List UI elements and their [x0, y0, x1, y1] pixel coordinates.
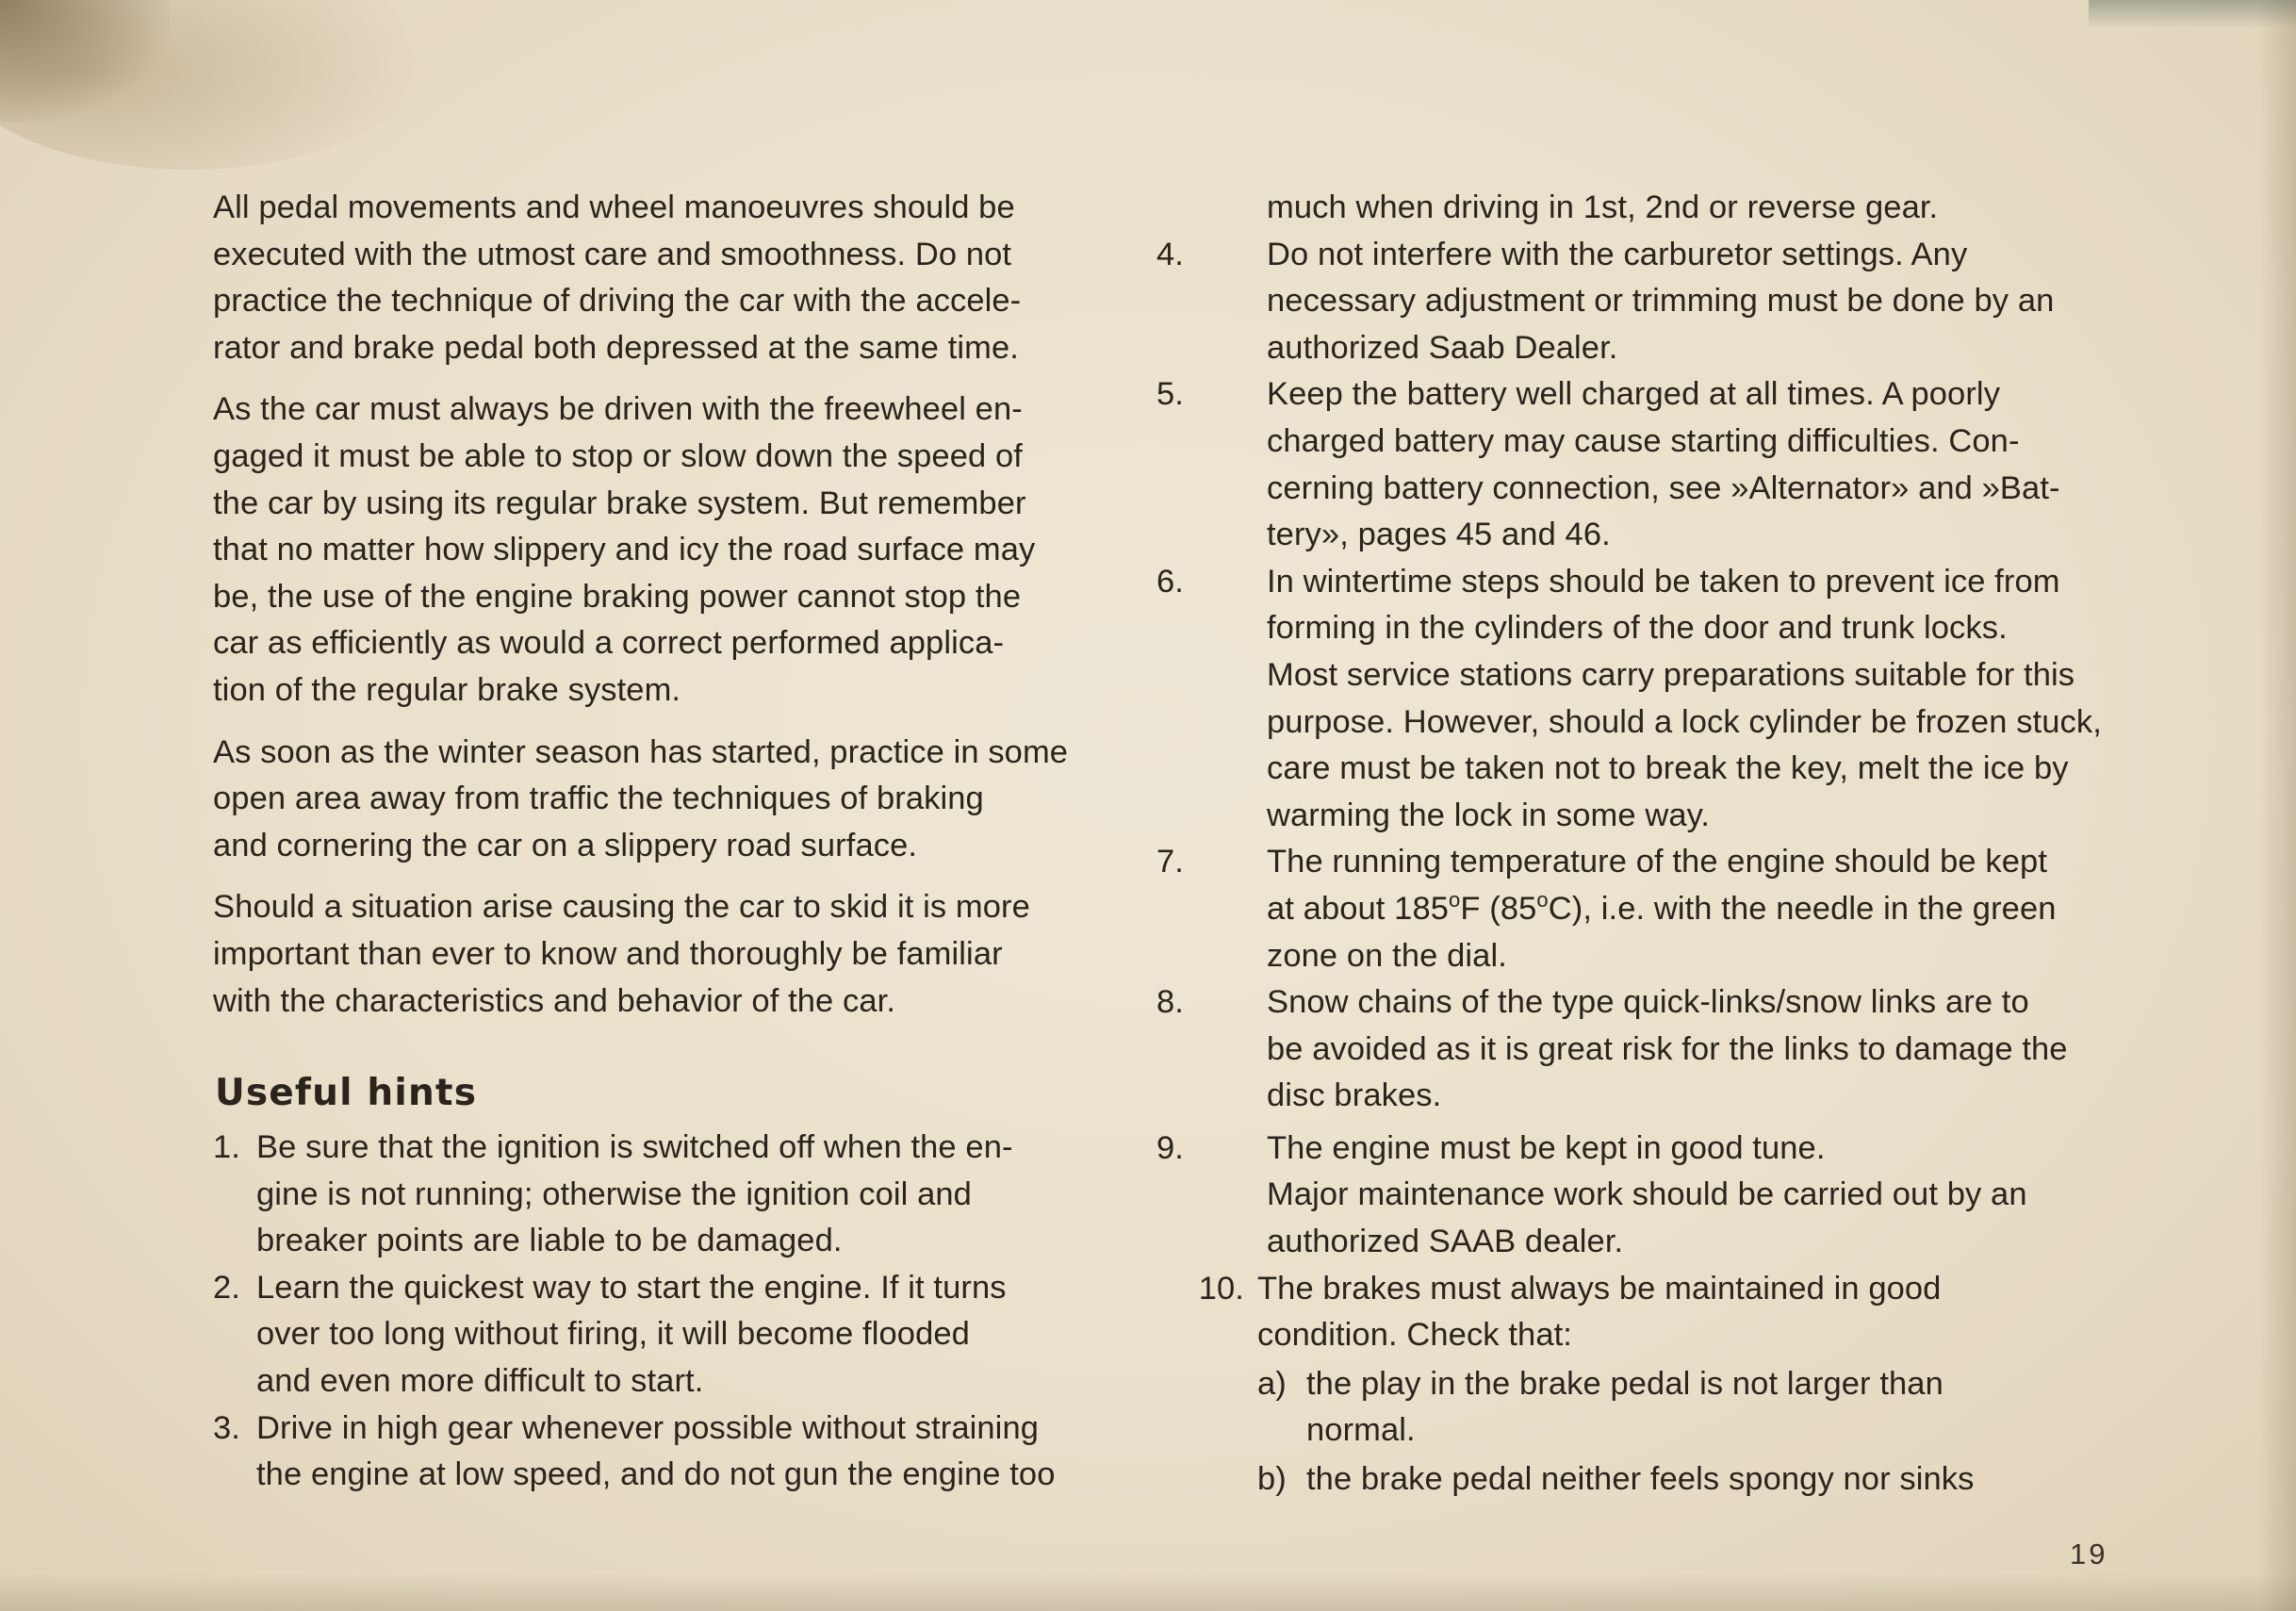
- text-line: Drive in high gear whenever possible without straining: [256, 1409, 1040, 1446]
- text-line: In wintertime steps should be taken to prevent ice from: [1267, 563, 2060, 600]
- hint-item-8: [1156, 979, 2194, 1120]
- text-line: rator and brake pedal both depressed at the same time.: [213, 329, 1019, 366]
- text-line: tion of the regular brake system.: [213, 671, 681, 708]
- text-line: gine is not running; otherwise the ignition coil and: [256, 1175, 972, 1212]
- text-line: authorized Saab Dealer.: [1267, 329, 1618, 366]
- text-line: executed with the utmost care and smoothness. Do not: [213, 236, 1012, 272]
- paragraph-freewheel: [213, 386, 1146, 714]
- hint-item-5: [1156, 371, 2194, 558]
- hint-number: 7.: [1156, 844, 1184, 880]
- text-line: Most service stations carry preparations suitable for this: [1267, 656, 2075, 693]
- text-line: forming in the cylinders of the door and trunk locks.: [1267, 610, 2008, 647]
- text-line: warming the lock in some way.: [1267, 797, 1711, 833]
- text-line: the brake pedal neither feels spongy nor sinks: [1306, 1461, 1975, 1498]
- hint-number: 10.: [1198, 1270, 1244, 1307]
- hint-number: 9.: [1156, 1129, 1184, 1166]
- page-edge-shadow-bottom: [0, 1573, 2296, 1611]
- text-line: and even more difficult to start.: [256, 1363, 704, 1400]
- text-fragment: at about 185: [1267, 890, 1450, 927]
- degree-mark: o: [1536, 887, 1549, 912]
- hint-number: 1.: [213, 1129, 240, 1166]
- text-line: The engine must be kept in good tune.: [1267, 1129, 1826, 1166]
- text-line: car as efficiently as would a correct performed applica-: [213, 625, 1005, 662]
- paragraph-winter-practice: [213, 730, 1146, 870]
- hint-item-9: [1156, 1126, 2194, 1266]
- text-line: be avoided as it is great risk for the links to damage the: [1267, 1030, 2068, 1067]
- text-line: authorized SAAB dealer.: [1267, 1224, 1624, 1260]
- degree-mark: o: [1449, 887, 1461, 912]
- text-line: Major maintenance work should be carried out by an: [1267, 1176, 2027, 1213]
- text-line: necessary adjustment or trimming must be done by an: [1267, 283, 2055, 320]
- text-line: zone on the dial.: [1267, 937, 1507, 974]
- hint-number: 2.: [213, 1269, 240, 1306]
- text-line: be, the use of the engine braking power cannot stop the: [213, 578, 1022, 615]
- left-column: [213, 185, 1146, 1499]
- text-line: condition. Check that:: [1257, 1317, 1572, 1354]
- text-line: that no matter how slippery and icy the road surface may: [213, 532, 1036, 568]
- text-line: over too long without firing, it will become flooded: [256, 1316, 970, 1353]
- text-line: The running temperature of the engine should be kept: [1267, 844, 2048, 880]
- text-line: All pedal movements and wheel manoeuvres should be: [213, 189, 1015, 225]
- text-line: open area away from traffic the techniques of braking: [213, 781, 984, 817]
- text-line: charged battery may cause starting difficulties. Con-: [1267, 422, 2020, 459]
- hint-item-4: [1156, 232, 2194, 372]
- text-line: The brakes must always be maintained in good: [1257, 1270, 1942, 1307]
- section-heading-useful-hints: Useful hints: [215, 1072, 478, 1115]
- text-line: Do not interfere with the carburetor settings. Any: [1267, 236, 1968, 272]
- hint-number: 5.: [1156, 376, 1184, 413]
- hint-number: 4.: [1156, 236, 1184, 272]
- hint-item-3-continuation: [1195, 185, 2194, 232]
- hint-item-7: [1156, 839, 2194, 979]
- text-line: with the characteristics and behavior of the car.: [213, 982, 896, 1019]
- text-line: cerning battery connection, see »Alternator» and »Bat-: [1267, 469, 2060, 506]
- text-fragment: F (85: [1460, 890, 1537, 927]
- sub-item-a: [1257, 1361, 2194, 1455]
- corner-stain: [0, 0, 170, 123]
- hint-number: 8.: [1156, 984, 1184, 1021]
- text-line-temperature: [1267, 886, 2194, 933]
- sub-item-label: b): [1257, 1461, 1287, 1498]
- sub-item-b: [1257, 1456, 2194, 1504]
- text-line: purpose. However, should a lock cylinder be frozen stuck,: [1267, 703, 2102, 740]
- hint-item-6: [1156, 559, 2194, 840]
- text-line: Snow chains of the type quick-links/snow links are to: [1267, 984, 2029, 1021]
- right-column: [1156, 185, 2194, 1504]
- hint-item-10: [1195, 1266, 2194, 1504]
- paragraph-pedal-movements: [213, 185, 1146, 371]
- text-line: breaker points are liable to be damaged.: [256, 1223, 843, 1259]
- hint-item-1: [213, 1125, 1146, 1265]
- text-line: As the car must always be driven with the freewheel en-: [213, 391, 1023, 428]
- text-line: much when driving in 1st, 2nd or reverse gear.: [1267, 189, 1939, 225]
- text-line: and cornering the car on a slippery road surface.: [213, 827, 918, 863]
- text-line: care must be taken not to break the key, melt the ice by: [1267, 750, 2069, 787]
- text-line: Should a situation arise causing the car to skid it is more: [213, 889, 1030, 926]
- text-line: important than ever to know and thoroughly be familiar: [213, 935, 1003, 972]
- text-line: gaged it must be able to stop or slow down the speed of: [213, 437, 1023, 474]
- text-line: normal.: [1306, 1412, 1416, 1449]
- paragraph-skid: [213, 884, 1146, 1025]
- hint-number: 6.: [1156, 563, 1184, 600]
- page-edge-shadow-right: [2258, 0, 2296, 1611]
- text-line: tery», pages 45 and 46.: [1267, 517, 1611, 553]
- text-fragment: C), i.e. with the needle in the green: [1548, 890, 2057, 927]
- hint-number: 3.: [213, 1409, 240, 1446]
- sub-item-label: a): [1257, 1365, 1287, 1402]
- text-line: Be sure that the ignition is switched off when the en-: [256, 1129, 1013, 1166]
- hint-item-2: [213, 1265, 1146, 1406]
- page-number: 19: [2070, 1537, 2108, 1570]
- text-line: the car by using its regular brake system. But remember: [213, 485, 1026, 521]
- hint-item-3: [213, 1406, 1146, 1499]
- text-line: practice the technique of driving the car with the accele-: [213, 283, 1022, 320]
- text-line: disc brakes.: [1267, 1077, 1442, 1114]
- text-line: As soon as the winter season has started, practice in some: [213, 733, 1069, 770]
- text-line: Learn the quickest way to start the engine. If it turns: [256, 1269, 1007, 1306]
- text-line: the engine at low speed, and do not gun the engine too: [256, 1456, 1056, 1493]
- text-line: Keep the battery well charged at all times. A poorly: [1267, 376, 2001, 413]
- text-line: the play in the brake pedal is not larger than: [1306, 1365, 1943, 1402]
